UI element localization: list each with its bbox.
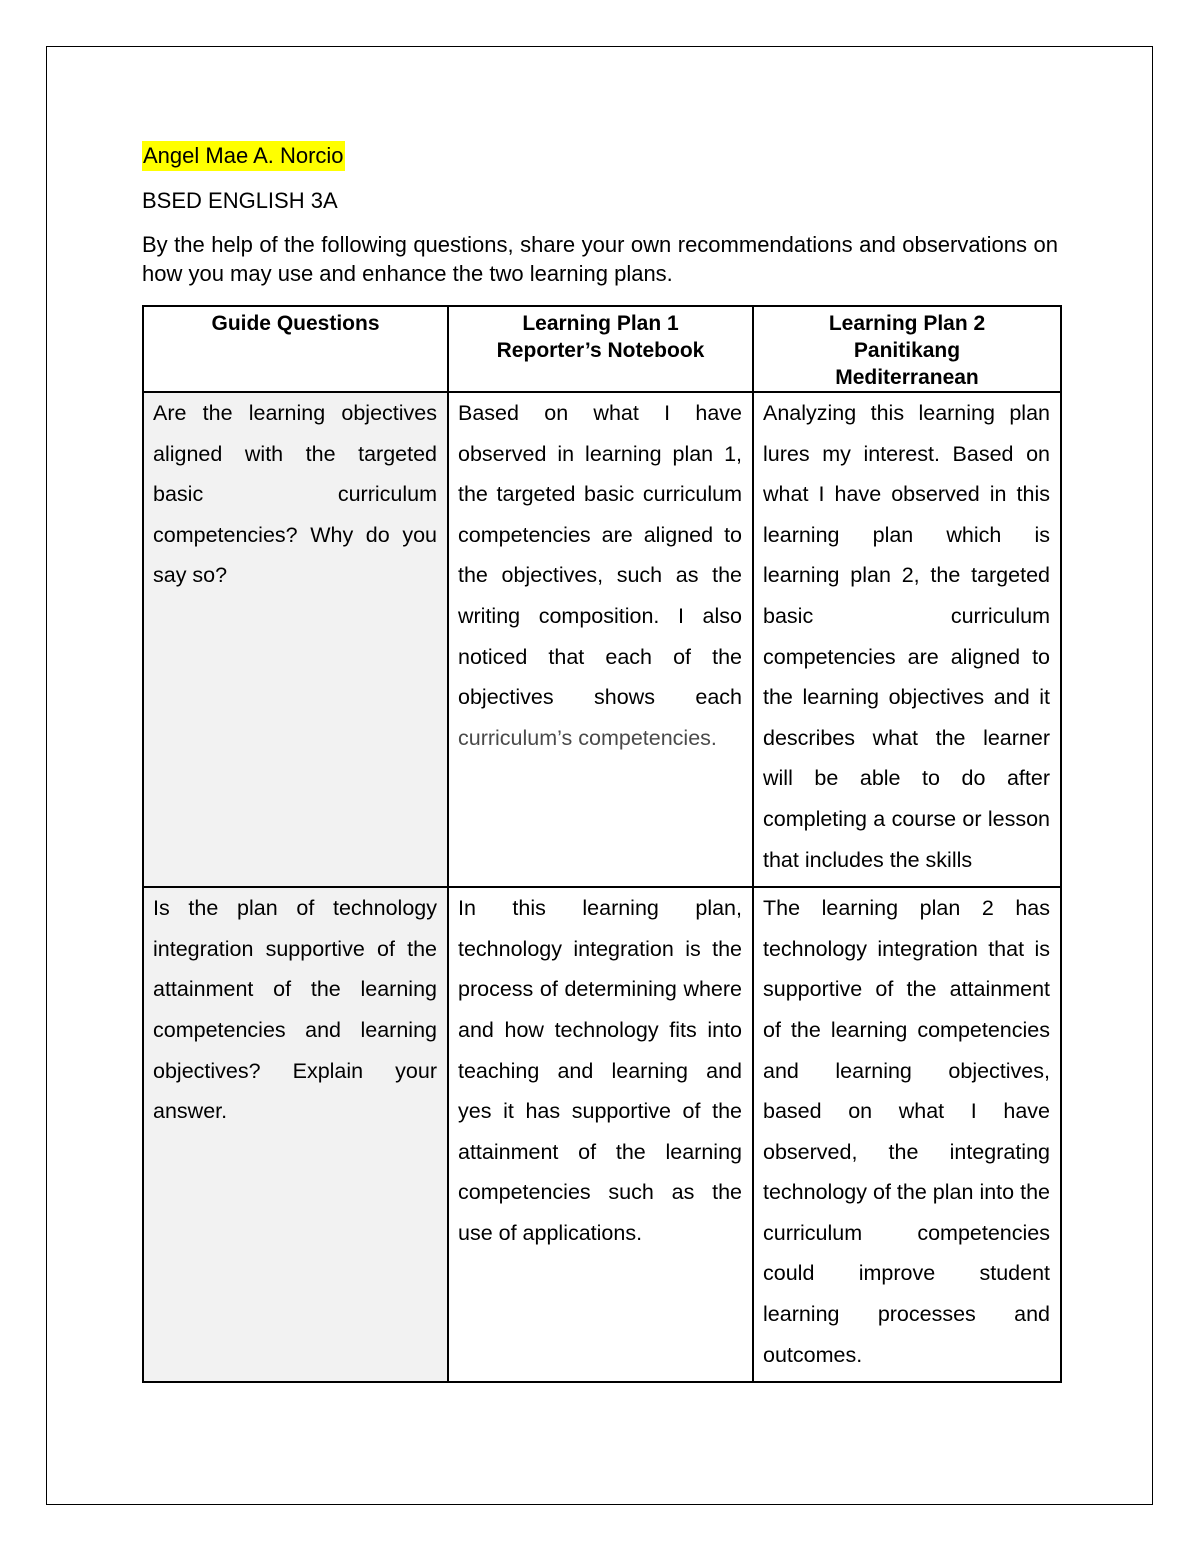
plan1-answer-tail: curriculum’s competencies. [458, 725, 717, 750]
instructions-paragraph: By the help of the following questions, share your own recommendations and observations on how you may use and enhance the two learning plans. [142, 232, 1058, 286]
course-section: BSED ENGLISH 3A [142, 188, 338, 213]
plan2-answer-cell: The learning plan 2 has technology integration that is supportive of the attainment of the learning competencies and learning objectives, based on what I have observed, the integrating technology of the plan into the curriculum competencies could improve student learning processes and outcomes. [753, 887, 1061, 1382]
header-guide-questions: Guide Questions [143, 306, 448, 392]
plan1-answer-text: Based on what I have observed in learning plan 1, the targeted basic curriculum competencies are aligned to the objectives, such as the writing composition. I also noticed that each of the objectives shows each [458, 401, 742, 710]
plan2-answer-cell: Analyzing this learning plan lures my interest. Based on what I have observed in this learning plan which is learning plan 2, the targeted basic curriculum competencies are aligned to the learning objectives and it describes what the learner will be able to do after completing a course or lesson that includes the skills [753, 392, 1061, 887]
header-learning-plan-1: Learning Plan 1 Reporter’s Notebook [448, 306, 753, 392]
author-name: Angel Mae A. Norcio [142, 141, 345, 171]
table-row [143, 392, 1061, 887]
table-row [143, 887, 1061, 1382]
guide-table [142, 305, 1062, 1383]
table-header-row [143, 306, 1061, 392]
question-cell: Is the plan of technology integration supportive of the attainment of the learning competencies and learning objectives? Explain your answer. [143, 887, 448, 1382]
question-cell: Are the learning objectives aligned with the targeted basic curriculum competencies? Why do you say so? [143, 392, 448, 887]
plan1-answer-cell: In this learning plan, technology integration is the process of determining where and how technology fits into teaching and learning and yes it has supportive of the attainment of the learning competencies such as the use of applications. [448, 887, 753, 1382]
header-learning-plan-2: Learning Plan 2 Panitikang Mediterranean [753, 306, 1061, 392]
plan1-answer-cell [448, 392, 753, 887]
